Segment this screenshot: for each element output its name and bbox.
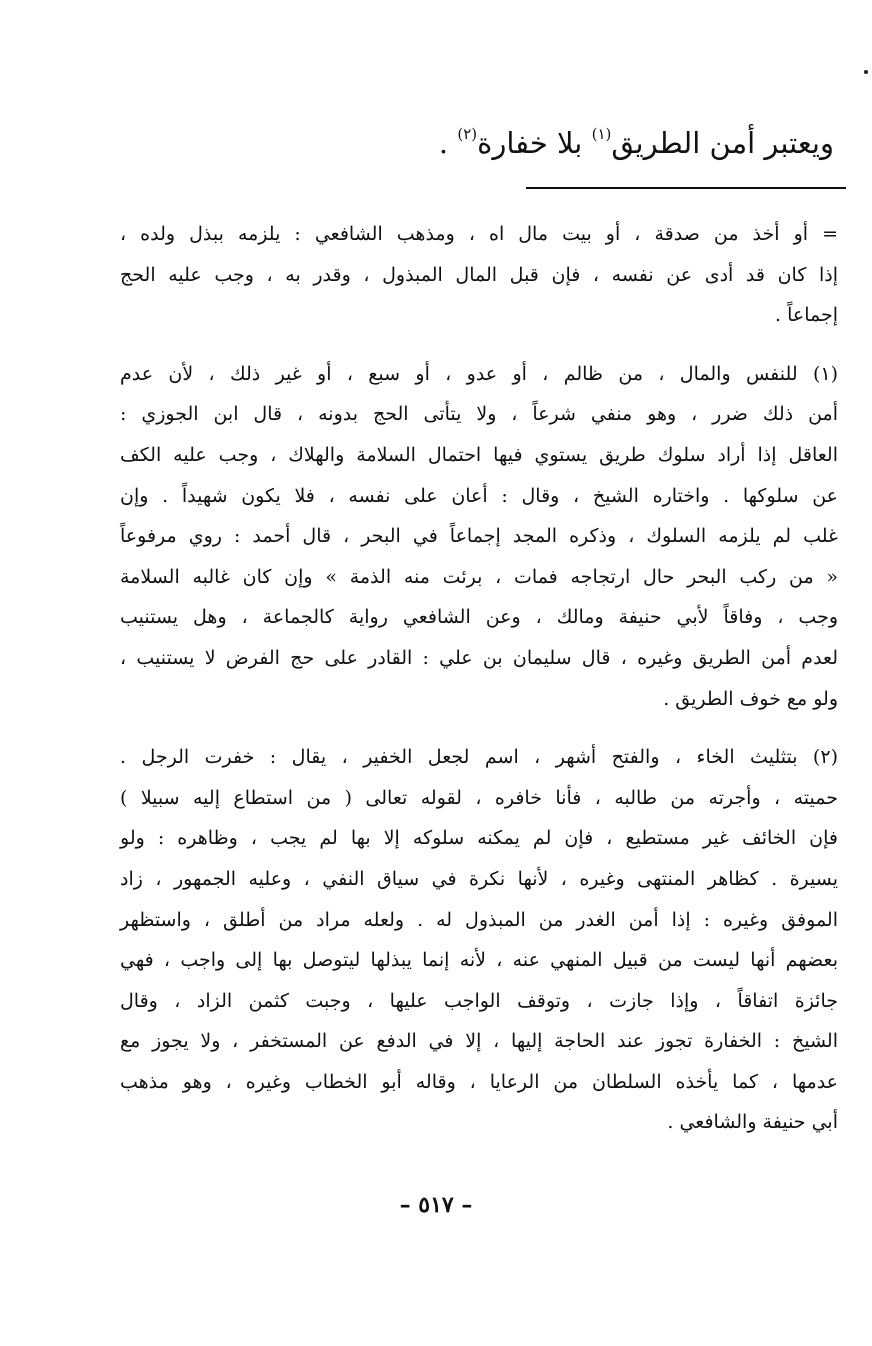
- footnote-1: [120, 354, 838, 719]
- footnote-line: أمن ذلك ضرر ، وهو منفي شرعاً ، ولا يتأتى الحج بدونه ، قال ابن الجوزي :: [120, 403, 838, 426]
- footnote-line: إجماعاً .: [774, 304, 838, 327]
- footnote-line: وجب ، وفاقاً لأبي حنيفة ومالك ، وعن الشافعي رواية كالجماعة ، وهل يستنيب: [120, 606, 838, 629]
- footnote-line: (٢) بتثليث الخاء ، والفتح أشهر ، اسم لجعل الخفير ، يقال : خفرت الرجل .: [120, 746, 838, 769]
- footnote-line: إذا كان قد أدى عن نفسه ، فإن قبل المال المبذول ، وقدر به ، وجب عليه الحج: [120, 263, 838, 286]
- stray-dot: [864, 70, 868, 74]
- footnote-line: أبي حنيفة والشافعي .: [667, 1111, 838, 1134]
- footnote-line: = أو أخذ من صدقة ، أو بيت مال اه ، ومذهب الشافعي : يلزمه ببذل ولده ،: [120, 223, 838, 245]
- footnote-line: الشيخ : الخفارة تجوز عند الحاجة إليها ، إلا في الدفع عن المستخفر ، ولا يجوز مع: [120, 1030, 838, 1053]
- footnote-line: العاقل إذا أراد سلوك طريق يستوي فيها احتمال السلامة والهلاك ، وجب عليه الكف: [120, 443, 838, 466]
- footnote-line: ولو مع خوف الطريق .: [663, 687, 838, 710]
- footnote-2: [120, 737, 838, 1143]
- footnote-line: بعضهم أنها ليست من قبيل المنهي عنه ، لأنه إنما يبذلها ليتوصل بها إلى واجب ، فهي: [120, 949, 838, 972]
- footnote-line: فإن الخائف غير مستطيع ، فإن لم يمكنه سلوكه إلا بها لم يجب ، وظاهره : ولو: [120, 827, 838, 850]
- footnote-line: الموفق وغيره : إذا أمن الغدر من المبذول له . ولعله مراد من أطلق ، واستظهر: [120, 908, 838, 931]
- footnote-line: جائزة اتفاقاً ، وإذا جازت ، وتوقف الواجب عليها ، وجبت كثمن الزاد ، وقال: [120, 989, 838, 1012]
- main-text-part-2: بلا خفارة: [477, 126, 592, 160]
- footnote-line: « من ركب البحر حال ارتجاجه فمات ، برئت منه الذمة » وإن كان غالبه السلامة: [120, 565, 838, 588]
- main-text-part-1: ويعتبر أمن الطريق: [611, 126, 834, 160]
- main-text-line: [274, 112, 834, 165]
- footnote-line: يسيرة . كظاهر المنتهى وغيره ، لأنها نكرة في سياق النفي ، وعليه الجمهور ، زاد: [120, 867, 838, 890]
- footnote-line: حميته ، وأجرته من طالبه ، فأنا خافره ، لقوله تعالى ( من استطاع إليه سبيلا ): [120, 786, 838, 809]
- page-number: – ٥١٧ –: [399, 1192, 473, 1218]
- footnote-line: لعدم أمن الطريق وغيره ، قال سليمان بن علي : القادر على حج الفرض لا يستنيب ،: [120, 646, 838, 669]
- footnote-separator-rule: [526, 187, 846, 189]
- footnote-marker-1: (١): [591, 125, 612, 143]
- footnotes-area: [120, 214, 838, 1161]
- footnote-line: عن سلوكها . واختاره الشيخ ، وقال : أعان على نفسه ، فلا يكون شهيداً . وإن: [120, 484, 838, 507]
- footnote-line: غلب لم يلزمه السلوك ، وذكره المجد إجماعاً في البحر ، قال أحمد : روي مرفوعاً: [120, 525, 838, 548]
- continuation-footnote: [120, 214, 838, 336]
- footnote-marker-2: (٢): [457, 125, 478, 143]
- main-text-part-3: .: [438, 126, 458, 160]
- footnote-line: (١) للنفس والمال ، من ظالم ، أو عدو ، أو سبع ، أو غير ذلك ، لأن عدم: [120, 362, 838, 385]
- footnote-line: عدمها ، كما يأخذه السلطان من الرعايا ، وقاله أبو الخطاب وغيره ، وهو مذهب: [120, 1070, 839, 1093]
